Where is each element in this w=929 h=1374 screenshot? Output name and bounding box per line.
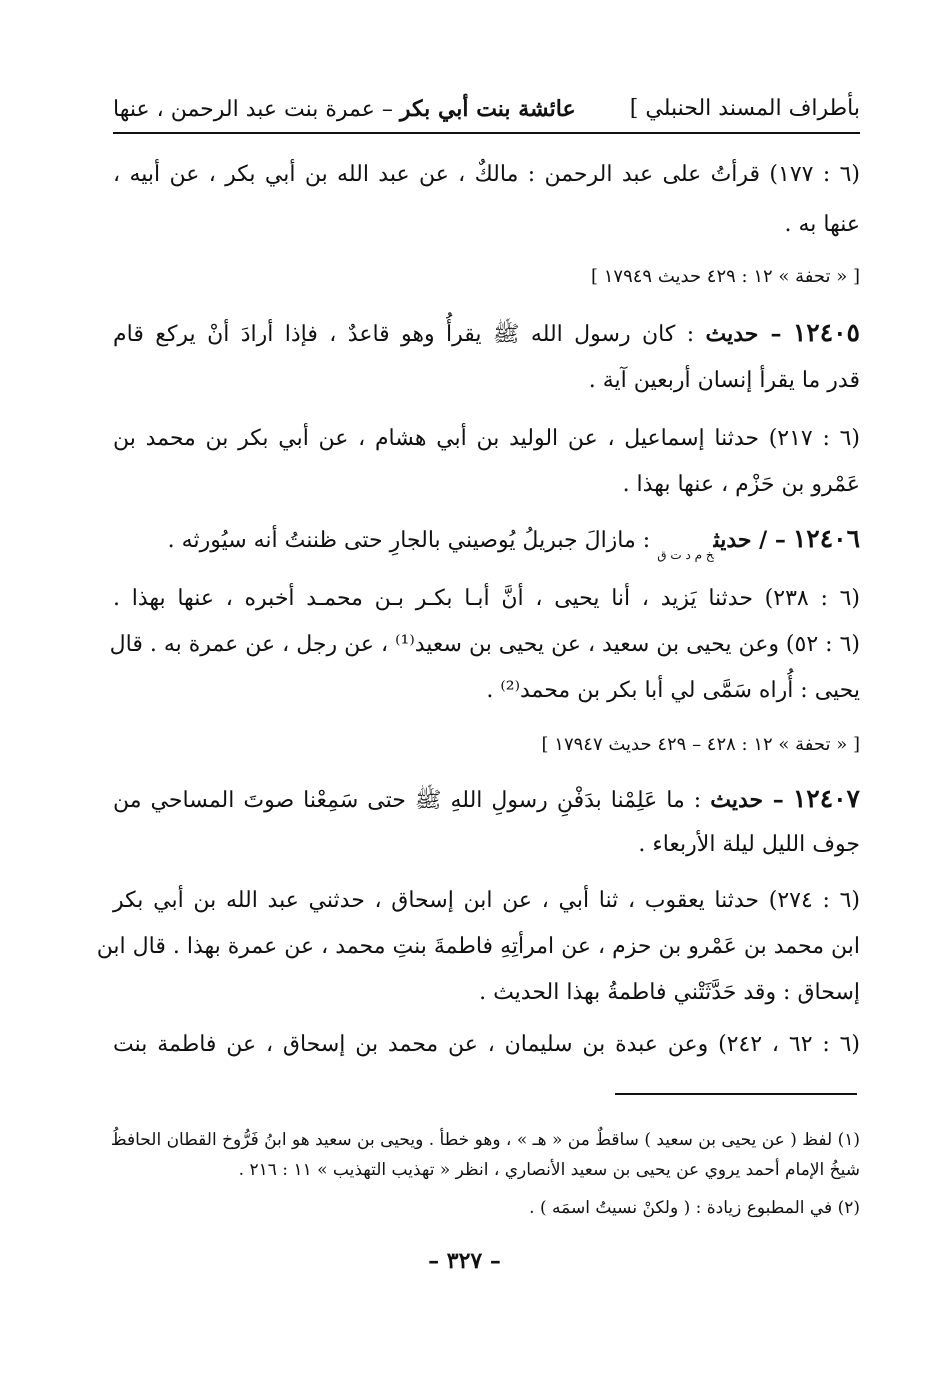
hadith-12406 xyxy=(113,524,860,562)
hadith-12407 xyxy=(113,784,860,816)
hadith-number: ١٢٤٠٥ xyxy=(792,318,860,347)
text-line: جوف الليل ليلة الأربعاء . xyxy=(638,832,860,857)
hadith-keyword: – حديث xyxy=(705,321,782,347)
hadith-12405 xyxy=(113,318,860,350)
header-book-title: بأطراف المسند الحنبلي ] xyxy=(629,96,860,121)
hadith-sigla: خ م د ت ق xyxy=(657,548,714,562)
hadith-text: : ما عَلِمْنا بدَفْنِ رسولِ اللهِ ﷺ حتى سَمِعْنا صوتَ المساحي من xyxy=(113,788,702,813)
hadith-number: ١٢٤٠٧ xyxy=(792,784,860,813)
running-header xyxy=(113,92,860,134)
text-line: (٦ : ٥٢) وعن يحيى بن سعيد ، عن يحيى بن سعيد⁽¹⁾ ، عن رجل ، عن عمرة به . قال xyxy=(109,632,860,657)
hadith-text: : كان رسول الله ﷺ يقرأُ وهو قاعدٌ ، فإذا أرادَ أنْ يركع قام xyxy=(113,322,695,347)
header-chapter-rest: – عمرة بنت عبد الرحمن ، عنها xyxy=(113,97,393,122)
header-chapter-title xyxy=(113,96,576,122)
text-line: قدر ما يقرأ إنسان أربعين آية . xyxy=(588,368,860,393)
header-chapter-bold: عائشة بنت أبي بكر xyxy=(399,96,576,122)
text-line: (٦ : ٢٧٤) حدثنا يعقوب ، ثنا أبي ، عن ابن إسحاق ، حدثني عبد الله بن أبي بكر xyxy=(113,888,860,913)
page-number: – ٣٢٧ – xyxy=(428,1248,501,1274)
hadith-number: ١٢٤٠٦ xyxy=(792,524,860,553)
text-line: ابن محمد بن عَمْرو بن حزم ، عن امرأتِهِ فاطمةَ بنتِ محمد ، عن عمرة بهذا . قال ابن xyxy=(96,934,860,959)
hadith-text: : مازالَ جبريلُ يُوصيني بالجارِ حتى ظننتُ أنه سيُورثه . xyxy=(167,528,651,553)
text-line: (٦ : ٦٢ ، ٢٤٢) وعن عبدة بن سليمان ، عن محمد بن إسحاق ، عن فاطمة بنت xyxy=(113,1032,860,1057)
text-line: عَمْرو بن حَزْم ، عنها بهذا . xyxy=(622,472,860,497)
text-line: إسحاق : وقد حَدَّثَتْني فاطمةُ بهذا الحديث . xyxy=(479,980,860,1005)
hadith-keyword: – حديث xyxy=(710,787,784,813)
footnote-2: (٢) في المطبوع زيادة : ( ولكنْ نسيتُ اسمَه ) . xyxy=(529,1198,860,1218)
text-line: عنها به . xyxy=(784,212,860,237)
reference-tuhfa: [ « تحفة » ١٢ : ٤٢٨ – ٤٢٩ حديث ١٧٩٤٧ ] xyxy=(541,734,860,755)
text-line: (٦ : ٢١٧) حدثنا إسماعيل ، عن الوليد بن أبي هشام ، عن أبي بكر بن محمد بن xyxy=(113,426,860,451)
footnote-1-cont: شيخُ الإمام أحمد يروي عن يحيى بن سعيد الأنصاري ، انظر « تهذيب التهذيب » ١١ : ٢١٦ . xyxy=(238,1160,860,1180)
text-line: (٦ : ١٧٧) قرأتُ على عبد الرحمن : مالكٌ ، عن عبد الله بن أبي بكر ، عن أبيه ، xyxy=(113,162,861,187)
footnote-divider xyxy=(615,1093,857,1095)
reference-tuhfa: [ « تحفة » ١٢ : ٤٢٩ حديث ١٧٩٤٩ ] xyxy=(591,266,860,287)
hadith-keyword: – / حديث xyxy=(713,527,786,553)
footnote-1: (١) لفظ ( عن يحيى بن سعيد ) ساقطٌ من « هـ » ، وهو خطأ . ويحيى بن سعيد هو ابنُ فَرُّوخ القطان الحافظُ xyxy=(110,1130,860,1150)
text-line: (٦ : ٢٣٨) حدثنا يَزيد ، أنا يحيى ، أنَّ أبـا بكـر بـن محمـد أخبره ، عنها بهذا . xyxy=(113,586,860,611)
text-line: يحيى : أُراه سَمَّى لي أبا بكر بن محمد⁽²⁾ . xyxy=(486,678,860,703)
